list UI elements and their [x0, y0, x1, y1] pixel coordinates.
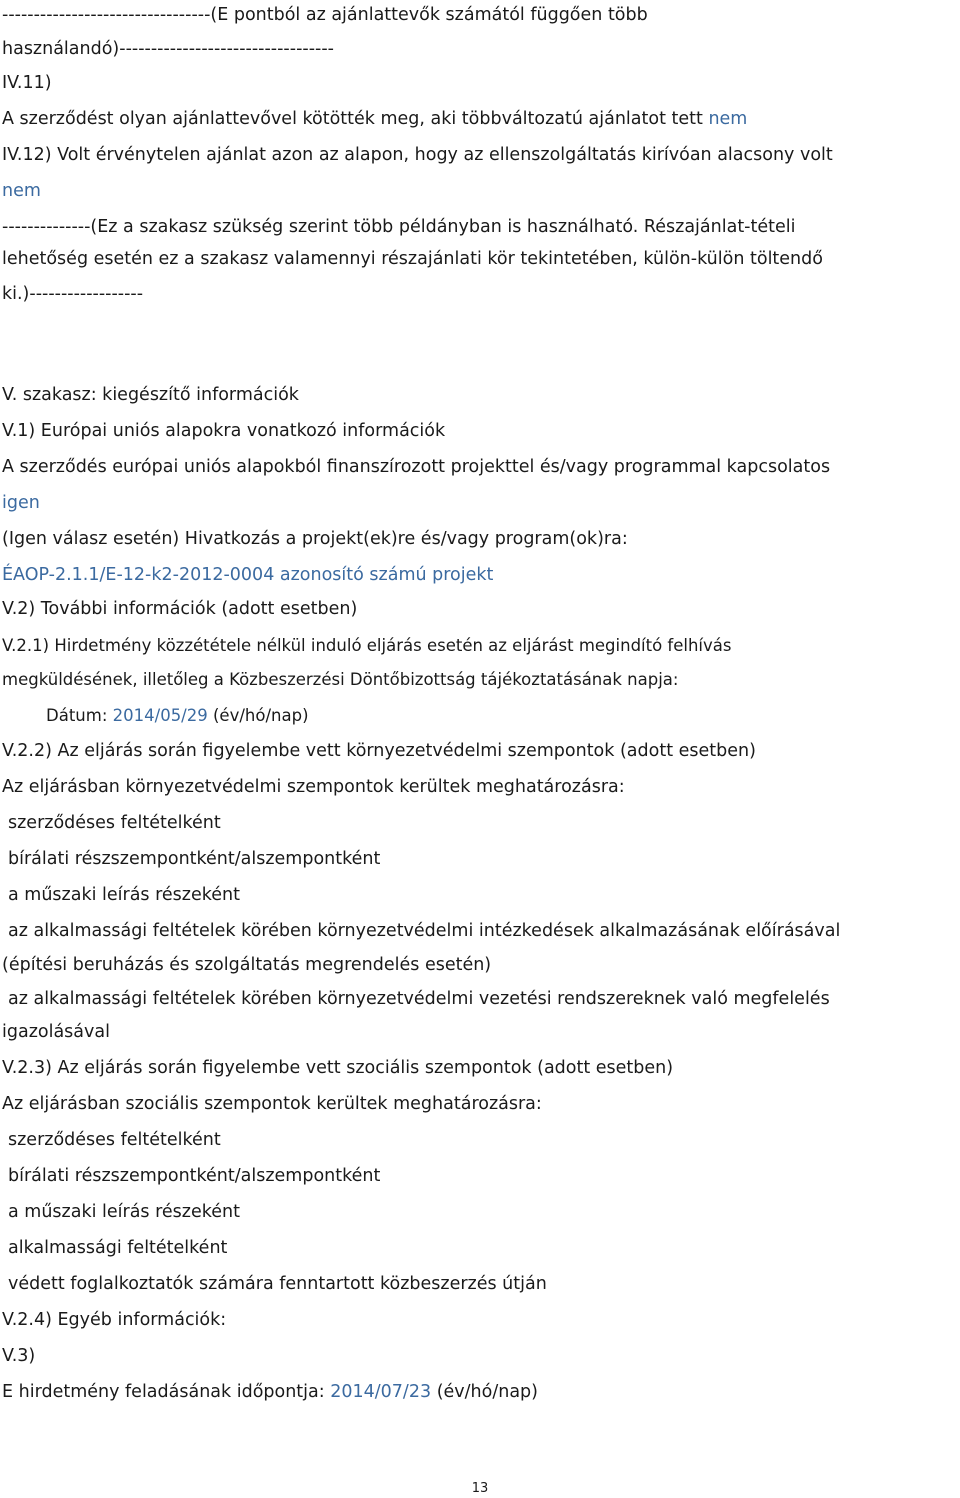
answer-value: igen: [2, 493, 40, 513]
answer-value: nem: [708, 109, 748, 129]
date-label: Dátum:: [46, 706, 108, 725]
note-text: --------------(Ez a szakasz szükség szerint több példányban is használható. Részajánlat-tételi: [2, 217, 796, 237]
question-label: A szerződést olyan ajánlattevővel kötötték meg, aki többváltozatú ajánlatot tett: [2, 109, 703, 129]
note-text: ki.)------------------: [2, 284, 144, 304]
option-item: a műszaki leírás részeként: [8, 1202, 240, 1222]
subsection-heading: V.2.3) Az eljárás során figyelembe vett szociális szempontok (adott esetben): [2, 1058, 674, 1078]
option-item: bírálati részszempontként/alszempontként: [8, 849, 381, 869]
answer-value: nem: [2, 181, 41, 201]
publication-date-row: [2, 1381, 960, 1403]
option-item: szerződéses feltételként: [8, 813, 221, 833]
question-text: megküldésének, illetőleg a Közbeszerzési Döntőbizottság tájékoztatásának napja:: [2, 670, 679, 689]
note-text: lehetőség esetén ez a szakasz valamennyi részajánlati kör tekintetében, külön-külön töltendő: [2, 249, 823, 269]
project-id-value: ÉAOP-2.1.1/E-12-k2-2012-0004 azonosító számú projekt: [2, 565, 494, 585]
subsection-heading: V.3): [2, 1346, 36, 1366]
question-text: Az eljárásban szociális szempontok kerültek meghatározásra:: [2, 1094, 542, 1114]
date-format: (év/hó/nap): [436, 1382, 538, 1402]
section-title: V. szakasz: kiegészítő információk: [2, 385, 299, 405]
question-text: IV.12) Volt érvénytelen ajánlat azon az alapon, hogy az ellenszolgáltatás kirívóan alacsony volt: [2, 145, 833, 165]
option-item: szerződéses feltételként: [8, 1130, 221, 1150]
page-number: 13: [471, 1481, 489, 1496]
option-item: védett foglalkoztatók számára fenntartott közbeszerzés útján: [8, 1274, 547, 1294]
date-row: [46, 705, 960, 727]
question-text: [2, 108, 960, 130]
date-format: (év/hó/nap): [213, 706, 309, 725]
option-item: alkalmassági feltételként: [8, 1238, 228, 1258]
question-text: V.2.1) Hirdetmény közzététele nélkül induló eljárás esetén az eljárást megindító felhívás: [2, 636, 732, 655]
publication-date-value: 2014/07/23: [330, 1382, 432, 1402]
publication-date-label: E hirdetmény feladásának időpontja:: [2, 1382, 325, 1402]
subsection-heading: V.2) További információk (adott esetben): [2, 599, 358, 619]
option-item-continued: igazolásával: [2, 1022, 110, 1042]
option-item-continued: (építési beruházás és szolgáltatás megrendelés esetén): [2, 955, 492, 975]
separator-line: használandó)----------------------------------: [2, 39, 334, 59]
date-value: 2014/05/29: [112, 706, 208, 725]
question-text: (Igen válasz esetén) Hivatkozás a projekt(ek)re és/vagy program(ok)ra:: [2, 529, 628, 549]
question-text: A szerződés európai uniós alapokból finanszírozott projekttel és/vagy programmal kapcsolatos: [2, 457, 831, 477]
subsection-heading: V.1) Európai uniós alapokra vonatkozó információk: [2, 421, 446, 441]
separator-line: ---------------------------------(E pontból az ajánlattevők számától függően több: [2, 5, 648, 25]
subsection-heading: V.2.4) Egyéb információk:: [2, 1310, 227, 1330]
option-item: bírálati részszempontként/alszempontként: [8, 1166, 381, 1186]
option-item: az alkalmassági feltételek körében környezetvédelmi vezetési rendszereknek való megfelelés: [8, 989, 830, 1009]
question-text: Az eljárásban környezetvédelmi szempontok kerültek meghatározásra:: [2, 777, 625, 797]
section-heading: IV.11): [2, 73, 52, 93]
option-item: az alkalmassági feltételek körében környezetvédelmi intézkedések alkalmazásának előírásával: [8, 921, 841, 941]
option-item: a műszaki leírás részeként: [8, 885, 240, 905]
subsection-heading: V.2.2) Az eljárás során figyelembe vett környezetvédelmi szempontok (adott esetben): [2, 741, 756, 761]
